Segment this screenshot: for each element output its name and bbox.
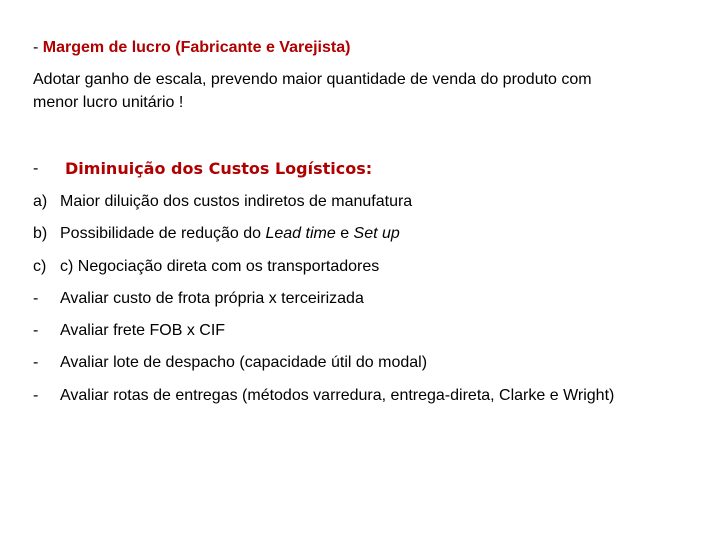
section1-heading-line <box>33 38 350 57</box>
item-b-marker: b) <box>33 225 48 242</box>
bullet-1-text: Avaliar custo de frota própria x terceirizada <box>60 290 364 307</box>
section2-heading: Diminuição dos Custos Logísticos: <box>65 159 373 178</box>
bullet-3-marker: - <box>33 354 39 371</box>
item-b-text <box>60 224 400 243</box>
bullet-1-marker: - <box>33 290 39 307</box>
item-a-text: Maior diluição dos custos indiretos de manufatura <box>60 193 413 210</box>
section1-dash: - <box>33 39 43 56</box>
bullet-3-text: Avaliar lote de despacho (capacidade útil do modal) <box>60 354 428 371</box>
item-b-italic-lead-time: Lead time <box>265 225 336 242</box>
section1-paragraph-line1: Adotar ganho de escala, prevendo maior quantidade de venda do produto com <box>33 71 592 88</box>
bullet-2-text: Avaliar frete FOB x CIF <box>60 322 226 339</box>
item-b-text-mid: e <box>335 225 354 242</box>
bullet-4-text: Avaliar rotas de entregas (métodos varredura, entrega-direta, Clarke e Wright) <box>60 387 615 404</box>
item-c-text: c) Negociação direta com os transportadores <box>60 258 380 275</box>
item-b-text-before: Possibilidade de redução do <box>60 225 266 242</box>
section2-dash: - <box>33 160 39 177</box>
item-a-marker: a) <box>33 193 48 210</box>
item-b-italic-set-up: Set up <box>353 225 400 242</box>
bullet-2-marker: - <box>33 322 39 339</box>
item-c-marker: c) <box>33 258 47 275</box>
section1-heading: Margem de lucro (Fabricante e Varejista) <box>42 39 351 56</box>
bullet-4-marker: - <box>33 387 39 404</box>
section1-paragraph-line2: menor lucro unitário ! <box>33 94 184 111</box>
